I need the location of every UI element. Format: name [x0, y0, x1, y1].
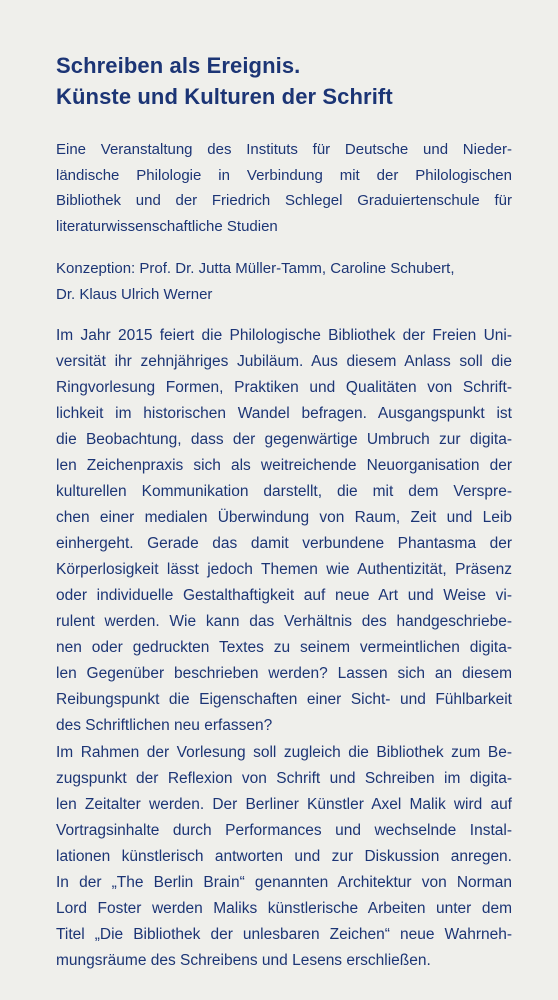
paragraph-line: die Beobachtung, dass der gegenwärtige Umbruch zur digita- [56, 431, 512, 448]
paragraph-line: chen einer medialen Überwindung von Raum, Zeit und Leib [56, 509, 512, 526]
paragraph-line: mungsräume des Schreibens und Lesens erschließen. [56, 952, 431, 969]
paragraph-line: versität ihr zehnjähriges Jubiläum. Aus diesem Anlass soll die [56, 353, 512, 370]
paragraph-line: des Schriftlichen neu erfassen? [56, 717, 273, 734]
intro-line: ländische Philologie in Verbindung mit der Philologischen [56, 166, 512, 184]
paragraph-line: len Zeichenpraxis sich als weitreichende Neuorganisation der [56, 457, 512, 474]
body-paragraph-2 [56, 740, 512, 974]
page-title [56, 50, 512, 112]
title-line-2: Künste und Kulturen der Schrift [56, 84, 393, 109]
paragraph-line: zugspunkt der Reflexion von Schrift und Schreiben im digita- [56, 770, 512, 787]
paragraph-line: lichkeit im historischen Wandel befragen. Ausgangspunkt ist [56, 405, 512, 422]
paragraph-line: kulturellen Kommunikation darstellt, die mit dem Verspre- [56, 483, 512, 500]
paragraph-line: lationen künstlerisch antworten und zur Diskussion anregen. [56, 848, 512, 865]
intro-line: literaturwissenschaftliche Studien [56, 217, 278, 235]
paragraph-line: len Zeitalter werden. Der Berliner Künstler Axel Malik wird auf [56, 796, 512, 813]
intro-line: Bibliothek und der Friedrich Schlegel Graduiertenschule für [56, 192, 512, 209]
concept-paragraph [56, 256, 512, 307]
intro-paragraph [56, 137, 512, 239]
paragraph-line: oder individuelle Gestalthaftigkeit auf neue Art und Weise vi- [56, 587, 512, 604]
title-line-1: Schreiben als Ereignis. [56, 53, 301, 78]
paragraph-line: In der „The Berlin Brain“ genannten Architektur von Norman [56, 874, 512, 891]
paragraph-line: Im Rahmen der Vorlesung soll zugleich die Bibliothek zum Be- [56, 744, 512, 761]
paragraph-line: Lord Foster werden Maliks künstlerische Arbeiten unter dem [56, 900, 512, 917]
concept-line: Dr. Klaus Ulrich Werner [56, 285, 213, 303]
intro-line: Eine Veranstaltung des Instituts für Deutsche und Nieder- [56, 141, 512, 158]
paragraph-line: nen oder gedruckten Textes zu seinem vermeintlichen digita- [56, 639, 512, 656]
paragraph-line: einhergeht. Gerade das damit verbundene Phantasma der [56, 535, 512, 552]
paragraph-line: Im Jahr 2015 feiert die Philologische Bibliothek der Freien Uni- [56, 327, 512, 344]
paragraph-line: Titel „Die Bibliothek der unlesbaren Zeichen“ neue Wahrneh- [56, 926, 512, 943]
paragraph-line: Körperlosigkeit lässt jedoch Themen wie Authentizität, Präsenz [56, 561, 512, 578]
paragraph-line: rulent werden. Wie kann das Verhältnis des handgeschriebe- [56, 613, 512, 630]
paragraph-line: len Gegenüber beschrieben werden? Lassen sich an diesem [56, 665, 512, 682]
paragraph-line: Vortragsinhalte durch Performances und wechselnde Instal- [56, 822, 512, 839]
body-paragraph-1 [56, 323, 512, 739]
paragraph-line: Reibungspunkt die Eigenschaften einer Sicht- und Fühlbarkeit [56, 691, 512, 708]
paragraph-line: Ringvorlesung Formen, Praktiken und Qualitäten von Schrift- [56, 379, 512, 396]
concept-line: Konzeption: Prof. Dr. Jutta Müller-Tamm, Caroline Schubert, [56, 260, 455, 277]
